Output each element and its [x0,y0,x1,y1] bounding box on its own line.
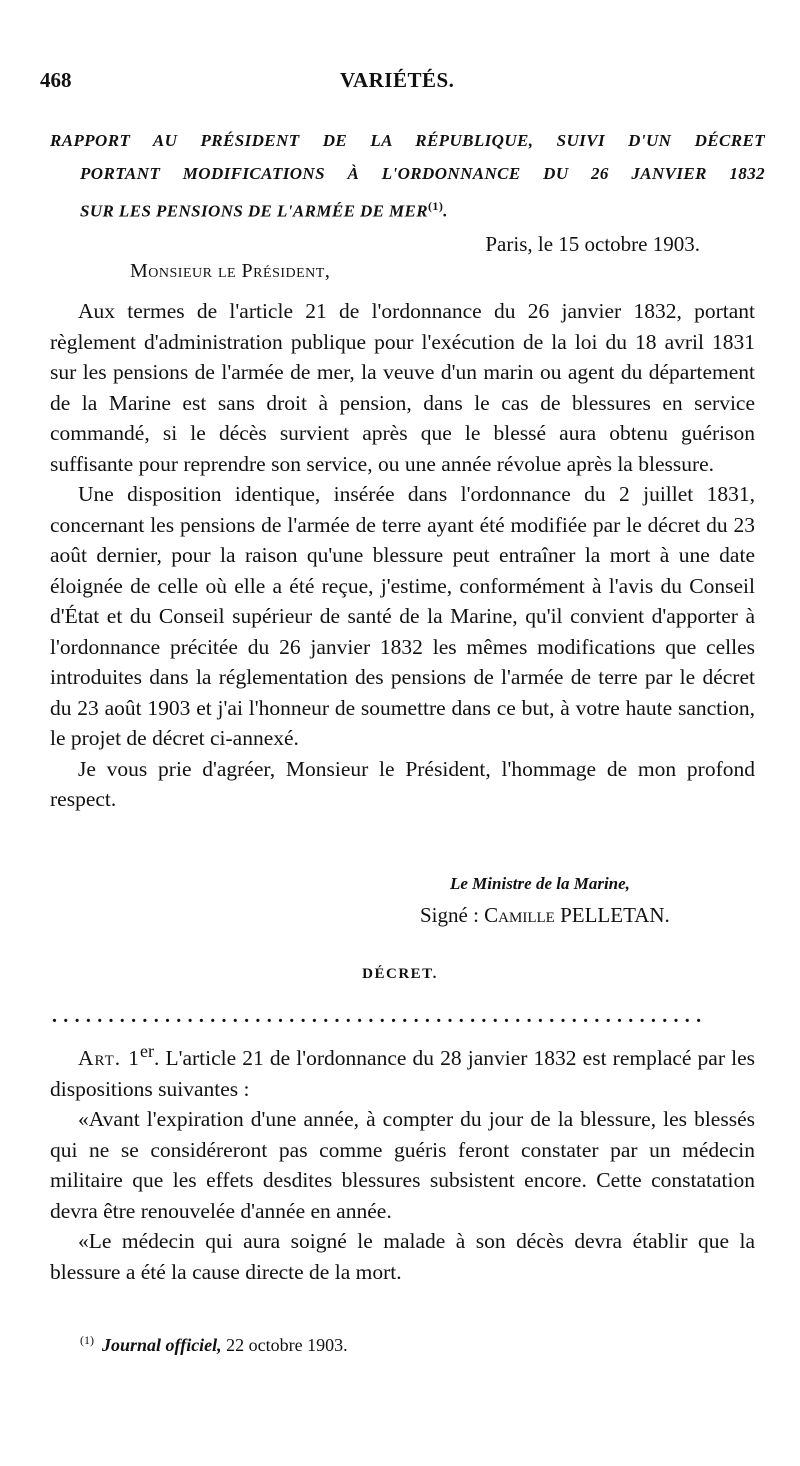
article-quote-2: «Le médecin qui aura soigné le malade à son décès devra établir que la blessure a été la cause directe de la mort. [50,1229,755,1284]
ellipsis-separator: .......................................................... [52,1008,708,1024]
title-footnote-mark: (1) [428,199,444,213]
salutation: Monsieur le Président, [130,260,331,282]
signatory-first-name: Camille [484,903,555,927]
document-title [50,124,765,228]
title-end: . [443,201,448,221]
footnote-source: Journal officiel, [102,1335,222,1355]
title-line-2: PORTANT MODIFICATIONS À L'ORDONNANCE DU 26 JANVIER 1832 [80,164,765,183]
article-text: L'article 21 de l'ordonnance du 28 janvier 1832 est remplacé par les dispositions suivantes : [50,1046,755,1101]
signature-role: Le Ministre de la Marine, [450,874,630,893]
dateline: Paris, le 15 octobre 1903. [485,232,700,256]
title-line-3 [50,190,765,228]
signature-line [420,903,670,928]
footnote-date: 22 octobre 1903. [226,1335,348,1355]
letter-body [50,296,755,815]
article-label-sup: er [140,1041,154,1061]
paragraph-1: Aux termes de l'article 21 de l'ordonnance du 26 janvier 1832, portant règlement d'administration publique pour l'exécution de la loi du 18 avril 1831 sur les pensions de l'armée de mer, la veuve d'un marin ou agent du département de la Marine est sans droit à pension, dans le cas de blessures en service commandé, si le décès survient après que le blessé aura obtenu guérison suffisante pour reprendre son service, ou une année révolue après la blessure. [50,299,755,476]
title-line-3-text: SUR LES PENSIONS DE L'ARMÉE DE MER [80,201,429,221]
page-number: 468 [40,68,72,92]
footnote-mark: (1) [80,1333,94,1347]
running-head: VARIÉTÉS. [340,68,455,92]
article-label-end: . [153,1046,160,1071]
article-label: Art. 1 [78,1046,141,1071]
paragraph-3: Je vous prie d'agréer, Monsieur le Président, l'hommage de mon profond respect. [50,756,755,811]
article-1-intro [50,1036,755,1104]
title-line-1: RAPPORT AU PRÉSIDENT DE LA RÉPUBLIQUE, SUIVI D'UN DÉCRET [50,131,765,150]
page-header [40,68,760,98]
decree-heading: DÉCRET. [362,966,438,982]
article-quote-1: «Avant l'expiration d'une année, à compter du jour de la blessure, les blessés qui ne se considéreront pas comme guéris feront constater par un médecin militaire que les effets desdites blessures subsistent encore. Cette constatation devra être renouvelée d'année en année. [50,1107,755,1223]
footnote [80,1333,348,1356]
paragraph-2: Une disposition identique, insérée dans l'ordonnance du 2 juillet 1831, concernant les pensions de l'armée de terre ayant été modifiée par le décret du 23 août dernier, pour la raison qu'une blessure peut entraîner la mort à une date éloignée de celle où elle a été reçue, j'estime, conformément à l'avis du Conseil d'État et du Conseil supérieur de santé de la Marine, qu'il convient d'apporter à l'ordonnance précitée du 26 janvier 1832 les mêmes modifications que celles introduites dans la réglementation des pensions de l'armée de terre par le décret du 23 août 1903 et j'ai l'honneur de soumettre dans ce but, à votre haute sanction, le projet de décret ci-annexé. [50,482,755,750]
signatory-last-name: PELLETAN. [560,903,670,927]
article-1 [50,1036,755,1287]
signed-label: Signé : [420,903,479,927]
